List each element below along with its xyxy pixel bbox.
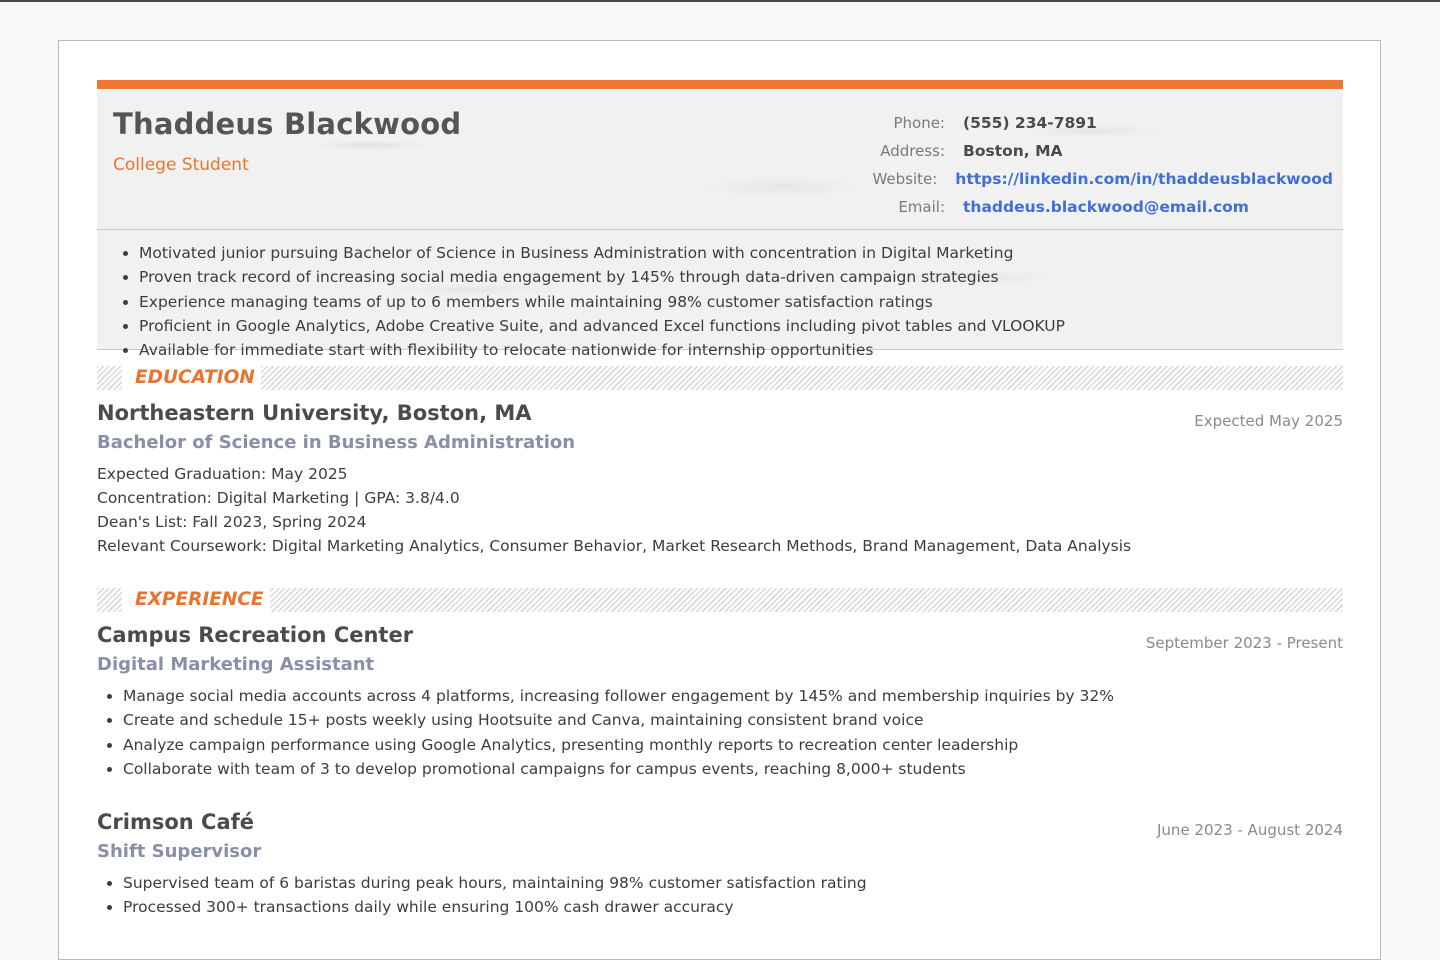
header-accent-bar	[97, 80, 1343, 89]
job-bullet: • Create and schedule 15+ posts weekly using Hootsuite and Canva, maintaining consistent brand voice	[123, 708, 1343, 732]
education-section-title: EDUCATION	[122, 366, 261, 390]
summary-section	[97, 230, 1343, 360]
job-entry	[97, 807, 1343, 938]
contact-address	[857, 137, 1333, 165]
job-bullet: • Analyze campaign performance using Google Analytics, presenting monthly reports to recreation center leadership	[123, 733, 1343, 757]
job-bullet: • Supervised team of 6 baristas during peak hours, maintaining 98% customer satisfaction rating	[123, 871, 1343, 895]
degree-name: Bachelor of Science in Business Administration	[97, 432, 576, 453]
resume-content	[97, 80, 1343, 938]
email-link[interactable]: thaddeus.blackwood@email.com	[963, 198, 1249, 216]
candidate-name: Thaddeus Blackwood	[113, 107, 462, 141]
education-detail: Dean's List: Fall 2023, Spring 2024	[97, 513, 367, 531]
contact-label: Address:	[880, 142, 945, 160]
summary-list	[97, 241, 1343, 362]
address-value: Boston, MA	[963, 142, 1063, 160]
job-bullets	[97, 871, 1343, 920]
contact-email	[857, 193, 1333, 221]
education-entry	[97, 398, 1343, 580]
job-bullets	[97, 684, 1343, 781]
experience-section-header	[97, 588, 1343, 612]
summary-item: • Motivated junior pursuing Bachelor of Science in Business Administration with concentration in Digital Marketing	[139, 241, 1343, 265]
contact-phone	[857, 109, 1333, 137]
education-section-header	[97, 366, 1343, 390]
contact-website	[857, 165, 1333, 193]
contact-info	[857, 109, 1333, 221]
job-date: September 2023 - Present	[1145, 634, 1343, 652]
job-title: Digital Marketing Assistant	[97, 654, 375, 675]
summary-item: • Available for immediate start with flexibility to relocate nationwide for internship opportunities	[139, 338, 1343, 362]
job-bullet: • Collaborate with team of 3 to develop promotional campaigns for campus events, reaching 8,000+ students	[123, 757, 1343, 781]
summary-item: • Proficient in Google Analytics, Adobe Creative Suite, and advanced Excel functions including pivot tables and VLOOKUP	[139, 314, 1343, 338]
education-detail: Relevant Coursework: Digital Marketing Analytics, Consumer Behavior, Market Research Methods, Brand Management, Data Analysis	[97, 537, 1132, 555]
resume-header	[97, 89, 1343, 230]
education-detail: Expected Graduation: May 2025	[97, 465, 348, 483]
resume-page	[58, 40, 1381, 960]
job-title: Shift Supervisor	[97, 841, 262, 863]
job-bullet: • Manage social media accounts across 4 platforms, increasing follower engagement by 145% and membership inquiries by 32%	[123, 684, 1343, 708]
job-entry	[97, 620, 1343, 799]
contact-label: Website:	[872, 170, 938, 188]
website-link[interactable]: https://linkedin.com/in/thaddeusblackwood	[955, 170, 1333, 188]
job-bullet: • Processed 300+ transactions daily while ensuring 100% cash drawer accuracy	[123, 895, 1343, 919]
summary-item: • Proven track record of increasing social media engagement by 145% through data-driven campaign strategies	[139, 265, 1343, 289]
job-date: June 2023 - August 2024	[1157, 821, 1343, 840]
contact-label: Phone:	[893, 114, 945, 132]
school-name: Northeastern University, Boston, MA	[97, 401, 532, 425]
phone-value: (555) 234-7891	[963, 114, 1097, 132]
contact-label: Email:	[898, 198, 945, 216]
summary-item: • Experience managing teams of up to 6 members while maintaining 98% customer satisfaction ratings	[139, 290, 1343, 314]
education-date: Expected May 2025	[1194, 412, 1343, 430]
company-name: Crimson Café	[97, 810, 254, 835]
candidate-role: College Student	[113, 155, 249, 175]
education-detail: Concentration: Digital Marketing | GPA: 3.8/4.0	[97, 489, 460, 507]
company-name: Campus Recreation Center	[97, 623, 414, 647]
experience-section-title: EXPERIENCE	[122, 588, 270, 612]
window-top-edge	[0, 0, 1440, 2]
